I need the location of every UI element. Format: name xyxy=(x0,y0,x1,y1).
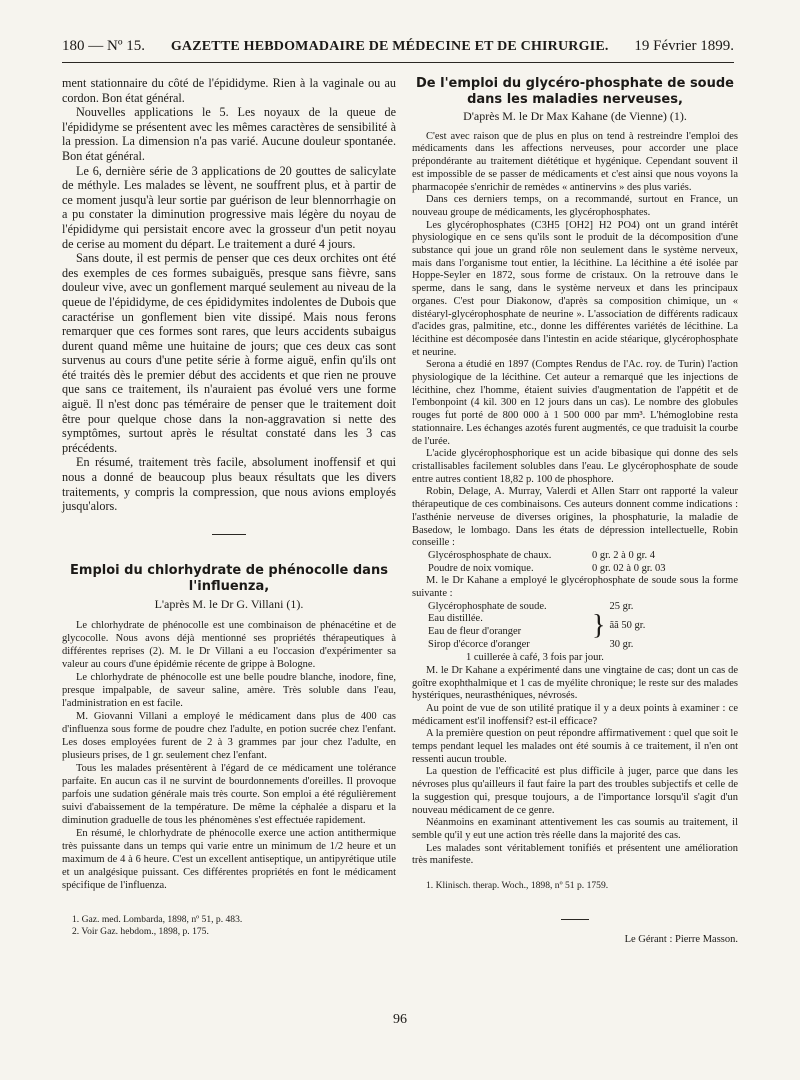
dose: 0 gr. 2 à 0 gr. 4 xyxy=(592,549,655,561)
paragraph: En résumé, le chlorhydrate de phénocolle exerce une action antithermique très puissante dans un temps qui varie entre un minimum de 1/2 heure et un maximum de 4 à 6 heure. C'est un excellent antiseptique, un antipyrétique utile et un analgésique puissant. Ces différentes propriétés en font le médicament spécifique de l'influenza. xyxy=(62,828,396,892)
kahane-prescription xyxy=(426,601,691,665)
paragraph: Les glycérophosphates (C3H5 [OH2] H2 PO4) ont un grand intérêt physiologique en ce sens qu'ils sont le produit de la décomposition d'une substance qui joue un grand rôle non seulement dans le système nerveux, mais dans l'organisme tout entier, la lécithine. La lécithine a été isolée par Hoppe-Seyler en 1872, sous forme de cristaux. On la retrouve dans le sperme, dans le sang, dans le système nerveux et dans les principaux organes. C'est pour Diakonow, d'après sa composition chimique, un « distéaryl-glycérophosphate de neurine ». L'association de différents radicaux d'acides gras, palmitine, etc., donne les différentes variétés de lécithine. La lécithine est décomposée dans l'intestin en acide stéarique, glycérophosphate et neurine. xyxy=(412,219,738,358)
article-body-phenocolle xyxy=(62,619,396,892)
page-number-issue: 180 — Nº 15. xyxy=(62,38,145,54)
paragraph: M. le Dr Kahane a employé le glycérophosphate de soude sous la forme suivante : xyxy=(412,575,738,600)
right-column xyxy=(412,76,738,946)
article-byline-villani: L'après M. le Dr G. Villani (1). xyxy=(154,596,304,611)
article-byline-kahane: D'après M. le Dr Max Kahane (de Vienne) (1). xyxy=(463,109,687,123)
paragraph: Tous les malades présentèrent à l'égard de ce médicament une tolérance parfaite. En aucun cas il ne survint de bourdonnements d'oreilles. Il provoque parfois une sudation générale mais très courte. Son emploi a été régulièrement suivi d'abaissement de la température. De même la céphalée a disparu et la diminution graduelle de tous les phénomènes s'est effectuée rapidement. xyxy=(62,763,396,827)
paragraph: Dans ces derniers temps, on a recommandé, surtout en France, un nouveau groupe de médicaments, les glycérophosphates. xyxy=(412,194,738,218)
paragraph: C'est avec raison que de plus en plus on tend à restreindre l'emploi des médicaments dans les affections nerveuses, pour accorder une place prépondérante au traitement diététique et hygénique. Cependant souvent il est impossible de se passer de médicaments et c'est ainsi que nous voyons la pharmacopée s'enrichir de remèdes « antinervins » des plus variés. xyxy=(412,130,738,193)
prescription-row xyxy=(426,652,691,665)
robin-prescription xyxy=(426,550,668,575)
dose: ãã 50 gr. xyxy=(609,620,646,632)
prescription-row xyxy=(426,550,668,563)
prescription-row xyxy=(426,563,668,576)
section-divider xyxy=(561,919,589,920)
prescription-row xyxy=(426,601,691,614)
footnote: 1. Klinisch. therap. Woch., 1898, nº 51 p. 1759. xyxy=(426,880,609,892)
running-header xyxy=(62,38,734,63)
paragraph: Serona a étudié en 1897 (Comptes Rendus de l'Ac. roy. de Turin) l'action physiologique de la lécithine. Cet auteur a remarqué que les injections de lécithine, chez l'homme, étaient suivies d'augmentation de l'appétit et de l'embonpoint (4 kil. 300 en 12 jours dans un cas). Le nombre des globules rouges fut porté de 800 000 à 1 500 000 par mm³. L'hémoglobine resta stationnaire. Les échanges azotés furent augmentés, ce que traduisit la courbe de l'urée. xyxy=(412,359,738,447)
paragraph: A la première question on peut répondre affirmativement : quel que soit le temps pendant lequel les malades ont été soumis à ce traitement, il n'en ont ressenti aucun trouble. xyxy=(412,728,738,765)
dose: 25 gr. xyxy=(609,600,634,612)
article-title-glycerophosphate: De l'emploi du glycéro-phosphate de soude dans les maladies nerveuses, xyxy=(415,76,734,107)
ingredient: Glycérosphosphate de chaux. xyxy=(428,549,552,561)
paragraph: ment stationnaire du côté de l'épididyme. Rien à la vaginale ou au cordon. Bon état général. xyxy=(62,76,396,105)
paragraph: La question de l'efficacité est plus difficile à juger, parce que dans les névroses plus qu'ailleurs il faut faire la part des troubles subjectifs et celle de la suggestion qui, presque toujours, a de l'importance lorsqu'il s'agit d'un nouveau médicament de ce genre. xyxy=(412,766,738,816)
paragraph: Néanmoins en examinant attentivement les cas soumis au traitement, il semble qu'il y eut une action très réelle dans la majorité des cas. xyxy=(412,817,738,841)
paragraph: Le 6, dernière série de 3 applications de 20 gouttes de salicylate de méthyle. Les malades se lèvent, ne souffrent plus, et à partir de ce moment jusqu'à leur sortie par guérison de leur blennorrhagie on a pu constater la diminution progressive mais légère du noyau de l'épididyme qui persistait encore avec la grosseur d'un petit noyau de cerise au moment du départ. Le traitement a duré 4 jours. xyxy=(62,163,396,251)
paragraph: M. le Dr Kahane a expérimenté dans une vingtaine de cas; dont un cas de goître exophthalmique et 1 cas de myélite chronique; le reste sur des malades hystériques, neurasthéniques, névrosés. xyxy=(412,664,738,702)
paragraph: Sans doute, il est permis de penser que ces deux orchites ont été des exemples de ces formes subaiguës, presque sans fièvre, sans douleur vive, avec un gonflement marqué seulement au niveau de la queue de l'épididyme, de ces épididymites indolentes de Dubois que caractérise un gonflement bien vite dissipé. Mais nous ferons remarquer que ces formes sont rares, que leurs accidents subaigus durent quand même une huitaine de jours; que ces deux cas sont survenus au cours d'une petite série à forme aiguë, enfin qu'ils ont été traités dès le premier début des accidents et que rien ne prouve que sans ce traitement, ils n'auraient pas évolué vers une forme aiguë. Il n'est donc pas téméraire de penser que le traitement doit être pour quelque chose dans la non-aggravation si nette des symptômes, surtout après le résultat constaté dans les 3 cas précédents. xyxy=(62,251,396,455)
paragraph: En résumé, traitement très facile, absolument inoffensif et qui nous a donné de beaucoup plus beaux résultats que les divers traitements, y compris la compression, que nous avions employés jusqu'alors. xyxy=(62,455,396,514)
posology: 1 cuillerée à café, 3 fois par jour. xyxy=(466,652,604,664)
footnotes-left xyxy=(62,914,396,938)
dose: 30 gr. xyxy=(609,639,634,651)
paragraph: Au point de vue de son utilité pratique il y a deux points à examiner : ce médicament est'il inoffensif? est-il efficace? xyxy=(412,702,738,727)
paragraph: Robin, Delage, A. Murray, Valerdi et Allen Starr ont rapporté la valeur thérapeutique de ces combinaisons. Ces auteurs donnent comme indications : l'asthénie nerveuse de diverses origines, la phosphaturie, la maladie de Basedow, le lombago. Dans les états de dépression intellectuelle, Robin conseille : xyxy=(412,486,738,549)
ingredient: Eau distillée. xyxy=(428,613,483,625)
paragraph: Le chlorhydrate de phénocolle est une combinaison de phénacétine et de glycocolle. Nous avons déjà mentionné ses propriétés thérapeutiques à différentes reprises (2). M. le Dr Villani a eu l'occasion d'expérimenter sa valeur au cours d'une épidémie récente de grippe à Bologne. xyxy=(62,620,396,671)
gerant-signature: Le Gérant : Pierre Masson. xyxy=(624,933,738,945)
article-title-phenocolle: Emploi du chlorhydrate de phénocolle dans l'influenza, xyxy=(70,562,388,594)
issue-date: 19 Février 1899. xyxy=(634,38,734,54)
paragraph: M. Giovanni Villani a employé le médicament dans plus de 400 cas d'influenza sous forme de poudre chez l'adulte, en potion sucrée chez l'enfant. Les doses employées furent de 2 à 3 grammes par jour chez l'adulte, en plusieurs prises, de 1 gr. seulement chez l'enfant. xyxy=(62,711,396,762)
brace-symbol: } xyxy=(592,610,606,642)
section-divider xyxy=(212,534,246,535)
journal-title: GAZETTE HEBDOMADAIRE DE MÉDECINE ET DE CHIRURGIE. xyxy=(170,39,609,54)
ingredient: Poudre de noix vomique. xyxy=(428,562,534,574)
ingredient: Eau de fleur d'oranger xyxy=(428,626,522,638)
paragraph: L'acide glycérophosphorique est un acide bibasique qui donne des sels cristallisables facilement solubles dans l'eau. Le glycérophosphate de soude entre autres contient 18,82 p. 100 de phosphore. xyxy=(412,448,738,485)
ingredient: Glycérophosphate de soude. xyxy=(428,600,547,612)
footnote: 2. Voir Gaz. hebdom., 1898, p. 175. xyxy=(72,926,209,938)
left-column xyxy=(62,76,396,938)
prescription-row xyxy=(426,613,691,626)
dose: 0 gr. 02 à 0 gr. 03 xyxy=(592,562,666,574)
paragraph: Les malades sont véritablement tonifiés et présentent une amélioration très manifeste. xyxy=(412,842,738,867)
prescription-row xyxy=(426,639,691,652)
footnote: 1. Gaz. med. Lombarda, 1898, nº 51, p. 483. xyxy=(72,914,243,926)
folio-number: 96 xyxy=(393,1012,407,1027)
paragraph: Nouvelles applications le 5. Les noyaux de la queue de l'épididyme se présentent avec les mêmes caractères de sensibilité à la pression. La dimension n'a pas varié. Aucune douleur spontanée. Bon état général. xyxy=(62,105,396,163)
ingredient: Sirop d'écorce d'oranger xyxy=(428,639,530,651)
paragraph: Le chlorhydrate de phénocolle est une belle poudre blanche, inodore, fine, presque impalpable, de saveur saline, amère. Très soluble dans l'eau, l'administration en est facile. xyxy=(62,672,396,710)
